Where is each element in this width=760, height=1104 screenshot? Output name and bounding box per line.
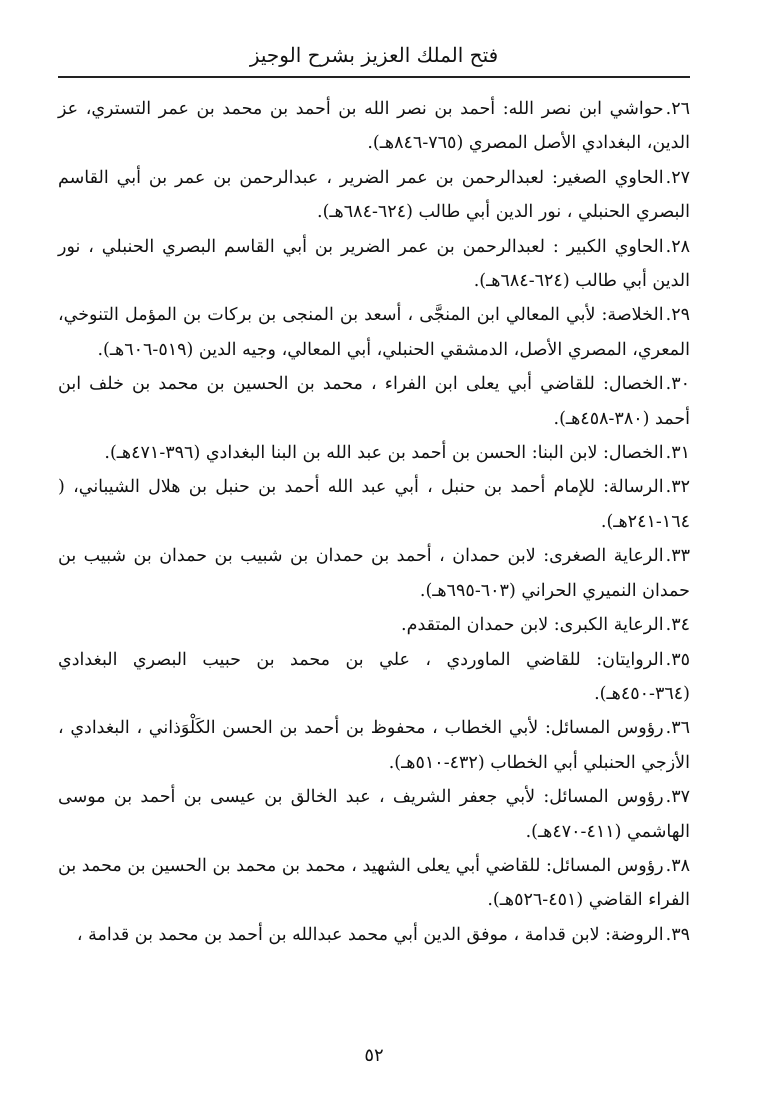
entry-number: ٢٧.: [665, 167, 690, 188]
entry-text: رؤوس المسائل: لأبي جعفر الشريف ، عبد الخالق بن عيسى بن أحمد بن موسى الهاشمي (٤١١-٤٧٠هـ).: [58, 787, 690, 842]
list-item: [58, 470, 690, 539]
list-item: [58, 780, 690, 849]
list-item: [58, 298, 690, 367]
entry-number: ٣٣.: [665, 546, 690, 567]
entry-number: ٣٥.: [665, 649, 690, 670]
list-item: [58, 711, 690, 780]
entry-number: ٣٢.: [665, 477, 690, 498]
entry-text: الخلاصة: لأبي المعالي ابن المنجَّى ، أسعد بن المنجى بن بركات بن المؤمل التنوخي، المعري، المصري الأصل، الدمشقي الحنبلي، أبي المعالي، وجيه الدين (٥١٩-٦٠٦هـ).: [58, 305, 690, 360]
entry-text: حواشي ابن نصر الله: أحمد بن نصر الله بن أحمد بن محمد بن عمر التستري، عز الدين، البغدادي الأصل المصري (٧٦٥-٨٤٦هـ).: [58, 99, 690, 154]
entry-number: ٣٠.: [665, 374, 690, 395]
entry-number: ٣٩.: [665, 924, 690, 945]
header-divider: [58, 76, 690, 78]
list-item: [58, 539, 690, 608]
entry-text: الروايتان: للقاضي الماوردي ، علي بن محمد بن حبيب البصري البغدادي (٣٦٤-٤٥٠هـ).: [58, 649, 690, 704]
entry-number: ٢٦.: [665, 99, 690, 119]
entry-text: الروضة: لابن قدامة ، موفق الدين أبي محمد عبدالله بن أحمد بن محمد بن قدامة ،: [76, 924, 664, 945]
document-page: [58, 0, 690, 1104]
list-item: [58, 230, 690, 299]
list-item: [58, 918, 690, 952]
entry-number: ٢٨.: [665, 236, 690, 257]
entry-text: رؤوس المسائل: للقاضي أبي يعلى الشهيد ، محمد بن محمد بن الحسين بن محمد بن الفراء القاضي (٤٥١-٥٢٦هـ).: [58, 855, 690, 911]
page-number: ٥٢: [364, 1045, 384, 1066]
bibliography-list: [58, 92, 690, 952]
entry-text: رؤوس المسائل: لأبي الخطاب ، محفوظ بن أحمد بن الحسن الكَلْوَذاني ، البغدادي ، الأزجي الحنبلي أبي الخطاب (٤٣٢-٥١٠هـ).: [58, 718, 690, 773]
entry-number: ٣٦.: [665, 718, 690, 739]
entry-number: ٣٨.: [665, 855, 690, 876]
list-item: [58, 436, 690, 470]
list-item: [58, 161, 690, 230]
entry-text: الحاوي الكبير : لعبدالرحمن بن عمر الضرير بن أبي القاسم البصري الحنبلي ، نور الدين أبي طالب (٦٢٤-٦٨٤هـ).: [58, 236, 690, 292]
entry-number: ٣٤.: [665, 615, 690, 636]
list-item: [58, 608, 690, 642]
entry-number: ٣١.: [665, 443, 690, 464]
entry-text: الرسالة: للإمام أحمد بن حنبل ، أبي عبد الله أحمد بن حنبل بن هلال الشيباني، ( ١٦٤-٢٤١هـ).: [58, 477, 690, 532]
entry-text: الرعاية الكبرى: لابن حمدان المتقدم.: [401, 615, 664, 636]
entry-number: ٢٩.: [665, 305, 690, 326]
list-item: [58, 92, 690, 161]
running-header: فتح الملك العزيز بشرح الوجيز: [249, 43, 499, 67]
entry-text: الحاوي الصغير: لعبدالرحمن بن عمر الضرير ، عبدالرحمن بن عمر بن أبي القاسم البصري الحنبلي ، نور الدين أبي طالب (٦٢٤-٦٨٤هـ).: [58, 167, 690, 223]
entry-number: ٣٧.: [665, 787, 690, 808]
entry-text: الخصال: للقاضي أبي يعلى ابن الفراء ، محمد بن الحسين بن محمد بن خلف ابن أحمد (٣٨٠-٤٥٨هـ).: [58, 374, 690, 429]
entry-text: الخصال: لابن البنا: الحسن بن أحمد بن عبد الله بن البنا البغدادي (٣٩٦-٤٧١هـ).: [104, 443, 664, 464]
entry-text: الرعاية الصغرى: لابن حمدان ، أحمد بن حمدان بن شبيب بن حمدان بن شبيب بن حمدان النميري الحراني (٦٠٣-٦٩٥هـ).: [58, 546, 690, 601]
list-item: [58, 849, 690, 918]
list-item: [58, 643, 690, 712]
list-item: [58, 367, 690, 436]
